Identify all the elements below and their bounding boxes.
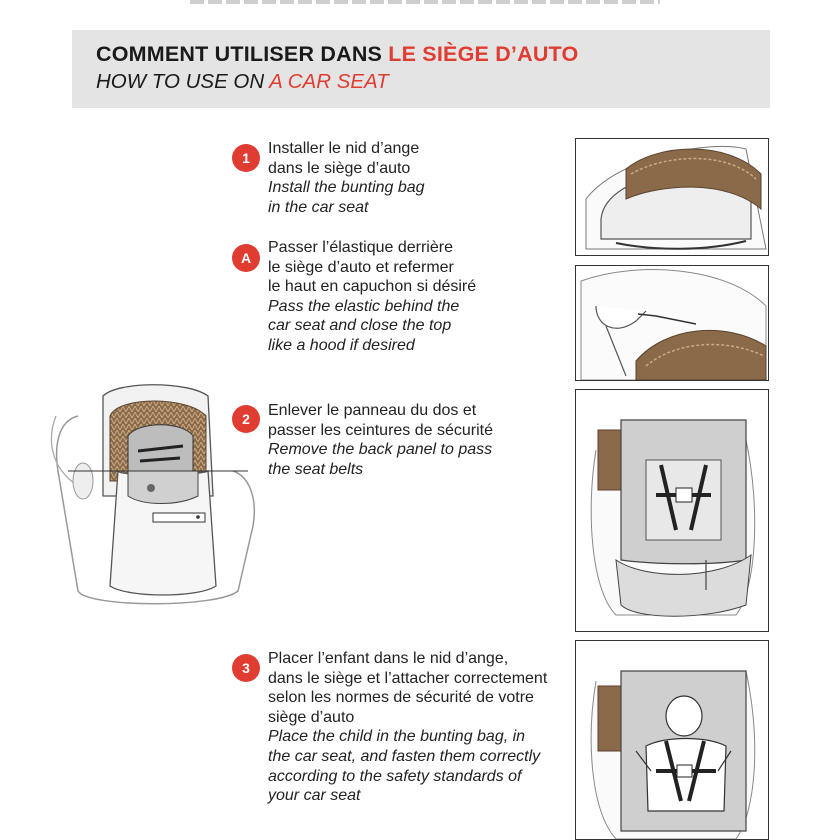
step-fr-line: siège d’auto [268,708,355,726]
step-en-line: according to the safety standards of [268,767,522,785]
step-en-line: the seat belts [268,460,364,478]
illustration-panel-3 [575,640,769,840]
seat-belts-icon [576,390,768,631]
step-fr-line: Passer l’élastique derrière [268,239,453,256]
step-badge: A [232,244,260,272]
step-en-line: car seat and close the top [268,317,452,335]
title-french: COMMENT UTILISER DANS LE SIÈGE D’AUTO [96,42,579,66]
step-text [268,401,493,479]
step-en-line: the car seat, and fasten them correctly [268,747,541,765]
step-badge: 1 [232,144,260,172]
step-fr-line: Installer le nid d’ange [268,140,420,157]
step-badge: 2 [232,405,260,433]
bunting-installed-icon [576,139,768,255]
title-banner [72,30,770,108]
step-fr-line: selon les normes de sécurité de votre [268,689,534,707]
cropped-top-text [190,0,660,4]
step-en-line: Pass the elastic behind the [268,297,460,315]
child-fastened-icon [576,641,768,840]
step-fr-line: Placer l’enfant dans le nid d’ange, [268,650,509,667]
step-fr-line: le haut en capuchon si désiré [268,278,477,296]
step-en-line: your car seat [268,787,361,805]
step-fr-line: Enlever le panneau du dos et [268,402,477,419]
step-text [268,649,547,806]
illustration-panel-a [575,265,769,381]
step-fr-line: le siège d’auto et refermer [268,258,454,276]
step-en-line: Place the child in the bunting bag, in [268,728,526,746]
step-text [268,139,425,217]
illustration-panel-1 [575,138,769,256]
step-en-line: like a hood if desired [268,336,415,354]
step-fr-line: dans le siège d’auto [268,159,411,177]
step-badge: 3 [232,654,260,682]
step-en-line: Remove the back panel to pass [268,441,493,459]
illustration-panel-2 [575,389,769,632]
title-english: HOW TO USE ON A CAR SEAT [96,70,389,93]
step-fr-line: passer les ceintures de sécurité [268,421,493,439]
car-seat-bunting-illustration [48,376,263,616]
elastic-hood-icon [576,266,768,380]
step-text [268,238,476,356]
step-fr-line: dans le siège et l’attacher correctement [268,669,548,687]
step-en-line: in the car seat [268,198,369,216]
step-en-line: Install the bunting bag [268,179,425,197]
